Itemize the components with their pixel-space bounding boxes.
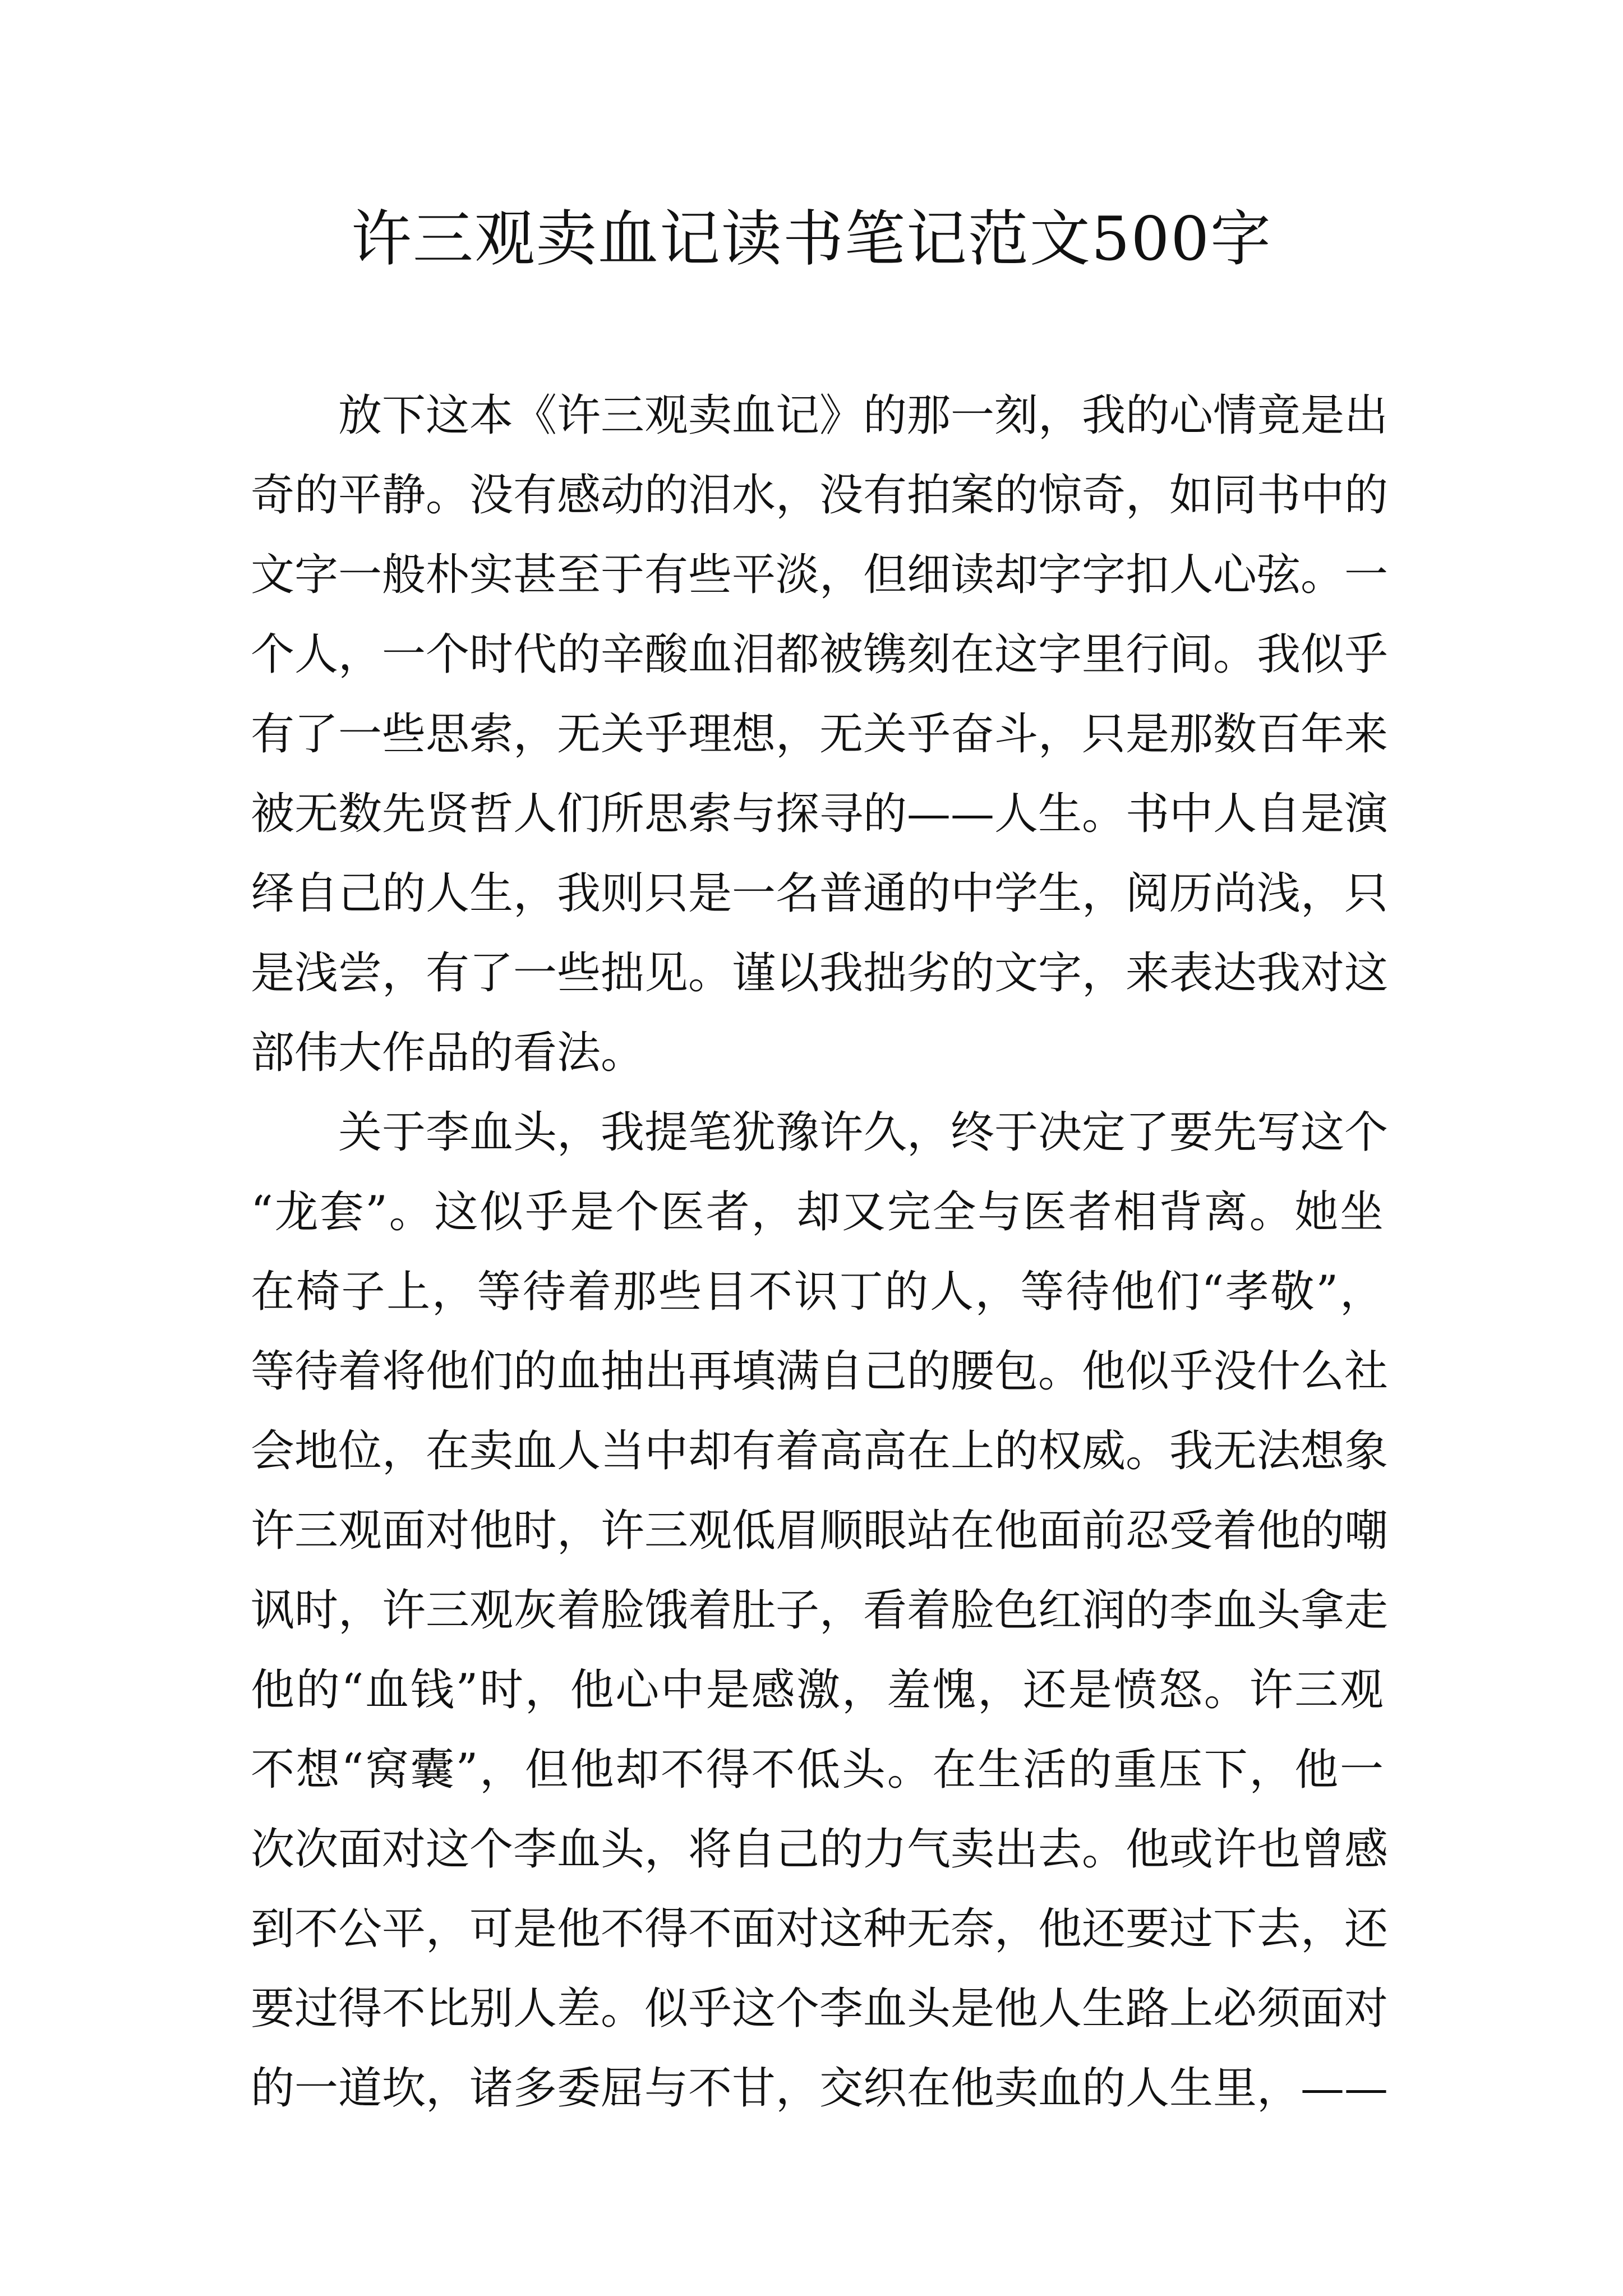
paragraph-line: 绎自己的人生，我则只是一名普通的中学生，阅历尚浅，只 (251, 868, 1389, 919)
paragraph-line: 是浅尝，有了一些拙见。谨以我拙劣的文字，来表达我对这 (251, 948, 1389, 999)
paragraph-line: 到不公平，可是他不得不面对这种无奈，他还要过下去，还 (251, 1904, 1389, 1954)
document-body (251, 376, 1389, 2128)
paragraph-line: 文字一般朴实甚至于有些平淡，但细读却字字扣人心弦。一 (251, 550, 1389, 600)
document-title: 许三观卖血记读书笔记范文500字 (351, 204, 1272, 274)
paragraph-line: 次次面对这个李血头，将自己的力气卖出去。他或许也曾感 (251, 1824, 1389, 1875)
paragraph-line: 在椅子上，等待着那些目不识丁的人，等待他们“孝敬”， (251, 1267, 1384, 1317)
paragraph-line: 许三观面对他时，许三观低眉顺眼站在他面前忍受着他的嘲 (251, 1506, 1389, 1556)
paragraph-line: 会地位，在卖血人当中却有着高高在上的权威。我无法想象 (251, 1426, 1389, 1476)
paragraph-line: 有了一些思索，无关乎理想，无关乎奋斗，只是那数百年来 (251, 709, 1389, 760)
paragraph-line: 不想“窝囊”，但他却不得不低头。在生活的重压下，他一 (251, 1745, 1384, 1795)
paragraph-line: 讽时，许三观灰着脸饿着肚子，看着脸色红润的李血头拿走 (251, 1585, 1389, 1636)
paragraph-line: “龙套”。这似乎是个医者，却又完全与医者相背离。她坐 (251, 1187, 1384, 1237)
paragraph-line: 等待着将他们的血抽出再填满自己的腰包。他似乎没什么社 (251, 1346, 1389, 1397)
paragraph-line: 他的“血钱”时，他心中是感激，羞愧，还是愤怒。许三观 (251, 1665, 1384, 1715)
paragraph-line: 要过得不比别人差。似乎这个李血头是他人生路上必须面对 (251, 1984, 1389, 2034)
paragraph-line: 被无数先贤哲人们所思索与探寻的——人生。书中人自是演 (251, 789, 1389, 839)
paragraph-1 (251, 376, 1389, 1093)
paragraph-line: 个人，一个时代的辛酸血泪都被镌刻在这字里行间。我似乎 (251, 629, 1389, 680)
paragraph-line: 的一道坎，诸多委屈与不甘，交织在他卖血的人生里，—— (251, 2063, 1389, 2114)
paragraph-line: 放下这本《许三观卖血记》的那一刻，我的心情竟是出 (338, 390, 1389, 441)
paragraph-line: 关于李血头，我提笔犹豫许久，终于决定了要先写这个 (338, 1107, 1389, 1158)
paragraph-2 (251, 1093, 1389, 2128)
paragraph-line: 奇的平静。没有感动的泪水，没有拍案的惊奇，如同书中的 (251, 470, 1389, 521)
paragraph-line: 部伟大作品的看法。 (251, 1028, 645, 1078)
